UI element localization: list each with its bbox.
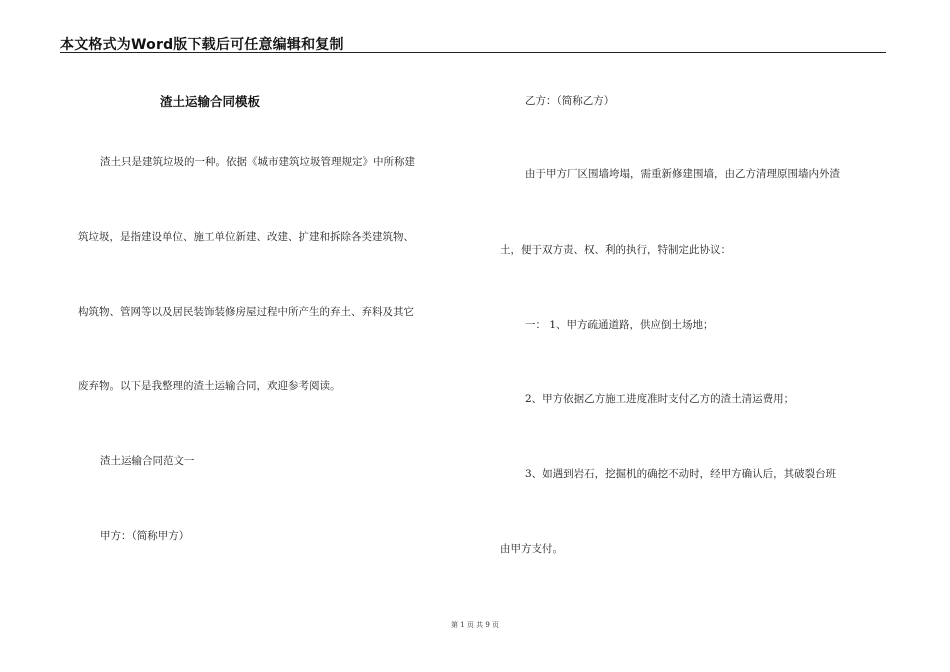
clause-item: 由甲方支付。 — [500, 543, 563, 555]
left-paragraph-line: 筑垃圾，是指建设单位、施工单位新建、改建、扩建和拆除各类建筑物、 — [78, 231, 414, 243]
left-paragraph-line: 渣土只是建筑垃圾的一种。依据《城市建筑垃圾管理规定》中所称建 — [100, 156, 415, 168]
left-paragraph-line: 废弃物。以下是我整理的渣土运输合同，欢迎参考阅读。 — [78, 380, 341, 392]
left-paragraph-line: 构筑物、管网等以及居民装饰装修房屋过程中所产生的弃土、弃料及其它 — [78, 306, 414, 318]
header-banner: 本文格式为Word版下载后可任意编辑和复制 — [60, 37, 344, 53]
right-paragraph-line: 由于甲方厂区围墙垮塌，需重新修建围墙，由乙方清理原围墙内外渣 — [525, 168, 840, 180]
party-a-line: 甲方：（简称甲方） — [100, 530, 190, 542]
header-divider — [60, 52, 886, 53]
clause-item: 一： 1、甲方疏通道路，供应倒土场地； — [525, 319, 714, 331]
page-number: 第 1 页 共 9 页 — [450, 621, 500, 629]
party-b-line: 乙方：（简称乙方） — [525, 95, 615, 107]
section-heading: 渣土运输合同范文一 — [100, 455, 195, 467]
document-title: 渣土运输合同模板 — [159, 94, 260, 109]
clause-item: 2、甲方依据乙方施工进度准时支付乙方的渣土清运费用； — [525, 393, 795, 405]
right-paragraph-line: 土，便于双方责、权、利的执行，特制定此协议： — [500, 244, 731, 256]
clause-item: 3、如遇到岩石，挖掘机的确挖不动时，经甲方确认后，其破裂台班 — [525, 468, 837, 480]
